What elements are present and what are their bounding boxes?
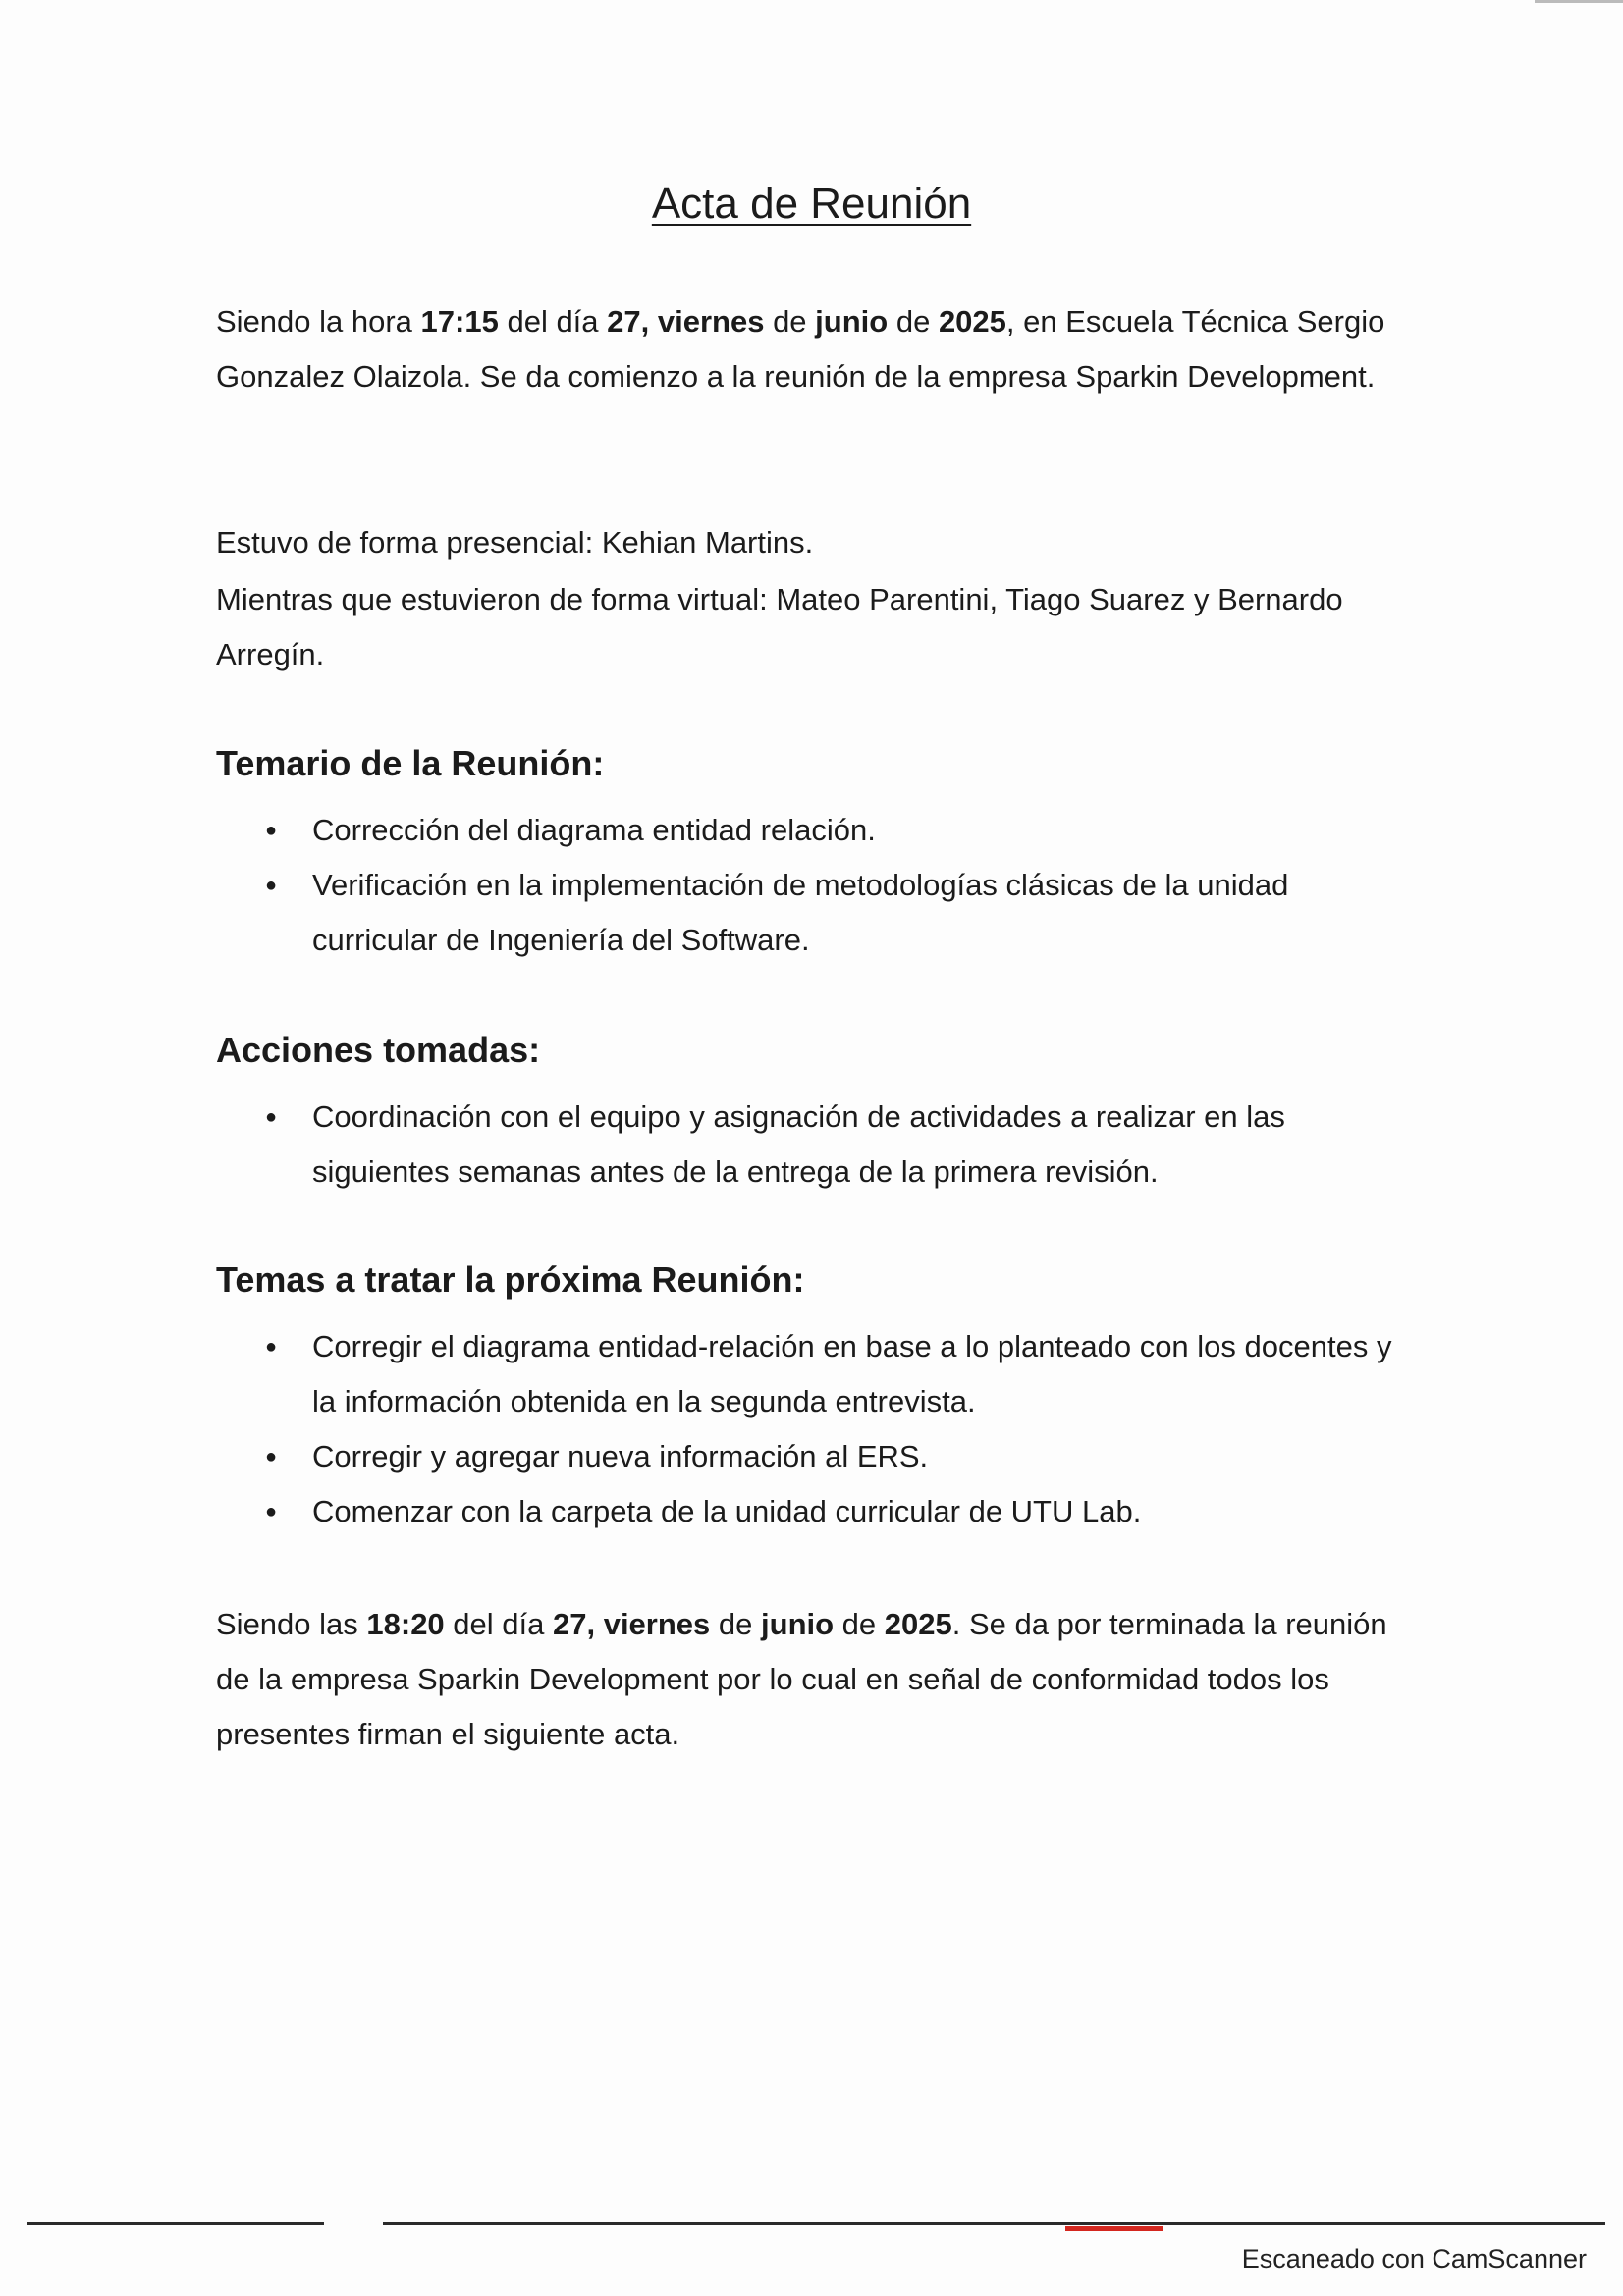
agenda-heading: Temario de la Reunión:	[216, 743, 605, 783]
next-topics-list	[216, 1319, 1394, 1539]
scan-red-mark	[1065, 2226, 1163, 2231]
list-item: ● Comenzar con la carpeta de la unidad curricular de UTU Lab.	[216, 1484, 1394, 1539]
list-item: ● Corrección del diagrama entidad relación.	[216, 803, 1394, 858]
document-title: Acta de Reunión	[651, 180, 972, 228]
scan-rule-gap	[324, 2220, 383, 2228]
list-item: ● Corregir y agregar nueva información al ERS.	[216, 1429, 1394, 1484]
camscanner-watermark: Escaneado con CamScanner	[1241, 2244, 1587, 2273]
list-item: ● Verificación en la implementación de metodologías clásicas de la unidad curricular de Ingeniería del Software.	[216, 858, 1394, 968]
scan-bottom-rule	[27, 2222, 1605, 2225]
closing-paragraph: Siendo las 18:20 del día 27, viernes de junio de 2025. Se da por terminada la reunión de la empresa Sparkin Development por lo cual en señal de conformidad todos los presentes firman el siguiente acta.	[216, 1607, 1387, 1751]
actions-heading: Acciones tomadas:	[216, 1030, 541, 1070]
attendance-virtual: Mientras que estuvieron de forma virtual: Mateo Parentini, Tiago Suarez y Bernardo Arregín.	[216, 582, 1343, 671]
attendance-presencial: Estuvo de forma presencial: Kehian Martins.	[216, 525, 814, 560]
list-item: ● Coordinación con el equipo y asignación de actividades a realizar en las siguientes semanas antes de la entrega de la primera revisión.	[216, 1090, 1394, 1200]
agenda-list	[216, 803, 1394, 968]
list-item: ● Corregir el diagrama entidad-relación en base a lo planteado con los docentes y la información obtenida en la segunda entrevista.	[216, 1319, 1394, 1429]
scan-edge-line	[1535, 0, 1623, 3]
opening-paragraph: Siendo la hora 17:15 del día 27, viernes de junio de 2025, en Escuela Técnica Sergio Gonzalez Olaizola. Se da comienzo a la reunión de la empresa Sparkin Development.	[216, 304, 1385, 394]
next-topics-heading: Temas a tratar la próxima Reunión:	[216, 1259, 805, 1300]
actions-list	[216, 1090, 1394, 1200]
